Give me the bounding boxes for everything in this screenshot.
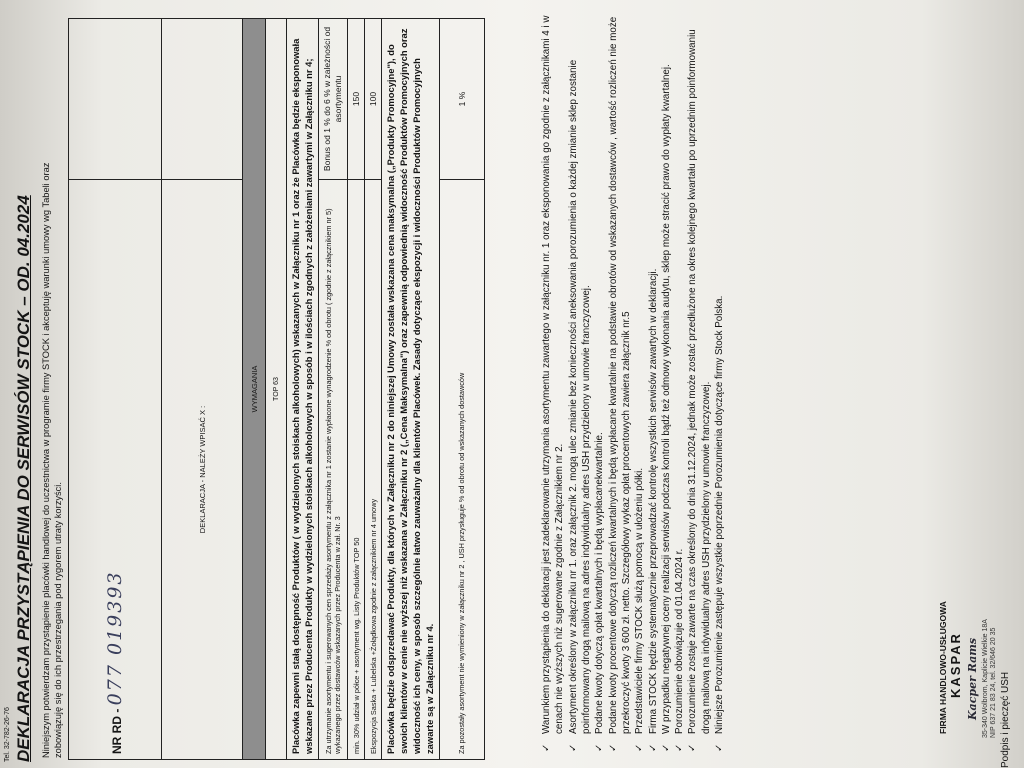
section2-text: Placówka będzie odsprzedawać Produkty, dla których w Załączniku nr 2 do niniejszej Umowy została wskazana cena maksymalna („Produkty Promocyjne"), do swoich klientów w cenie nie wyższej niż wskazana w Załączniku nr 2 („Cena Maksymalna") oraz zapewnią odpowiednią widoczność Produktów Promocyjnych oraz widoczność ich ceny, w sposób szczególnie łatwo zauważalny dla klientów Placówek. Zasady dotyczące ekspozycji i widoczności Produktów Promocyjnych zawarte są w Załączniku nr 4. <box>382 19 440 760</box>
signature-label: Podpis i pieczęć USH <box>1000 671 1011 768</box>
requirements-header-row <box>243 19 266 760</box>
checkmark-icon: ✓ <box>541 743 552 752</box>
checkmark-icon: ✓ <box>674 743 686 752</box>
requirements-header: WYMAGANIA <box>243 19 266 760</box>
checkmark-icon: ✓ <box>687 743 699 752</box>
declaration-row <box>162 19 243 760</box>
list-item: ✓ Podane kwoty dotyczą opłat kwartalnych i będą wypłacanekwartalnie. <box>594 432 606 752</box>
declaration-mark-cell[interactable] <box>162 19 243 180</box>
list-item: ✓ Warunkiem przystąpienia do deklaracji jest zadeklarowanie utrzymania asortymentu zawartego w załączniku nr. 1 oraz eksponowania go zgodnie z załącznikami 4 i w cenach nie wyższych niż sugerowane zgodnie z Załącznikiem nr 2. <box>541 15 566 752</box>
section2-row <box>382 19 440 760</box>
list-item: ✓ Firma STOCK będzie systematycznie przeprowadzać kontrolę wszystkich serwisów zawartych w deklaracji. <box>647 268 659 752</box>
row-c-value: 100 <box>365 19 382 180</box>
nr-cell <box>69 180 162 760</box>
row-b-value: 150 <box>348 19 365 180</box>
row-a-text: Za utrzymanie asortymentu i sugerowanych cen sprzedaży asortymentu z załącznika nr 1 zostanie wypłacone wynagrodzenie % od obrotu ( zgodnie z załącznikiem nr 5) wykazanego przez dostawców wskazanych przez Producenta w zał. Nr. 3 <box>319 180 348 760</box>
row-a-value: Bonus od 1 % do 6 % w zależności od asortymentu <box>319 19 348 180</box>
top63-row <box>266 19 287 760</box>
list-item: ✓ W przypadku negatywnej oceny realizacji serwisów podczas kontroli bądź też odmowy wykonania audytu, sklep może stracić prawo do wypłaty kwartalnej. <box>660 64 672 752</box>
nr-handwritten: 077 019393 <box>104 570 126 706</box>
terms-list <box>540 12 726 752</box>
table-row <box>365 19 382 760</box>
checkmark-icon: ✓ <box>647 743 659 752</box>
table-row <box>440 19 485 760</box>
checkmark-icon: ✓ <box>607 743 619 752</box>
row-d-text: Za pozostały asortyment nie wymieniony w załączniku nr 2 , USH przysługuje % od obrotu od wskazanych dostawców <box>440 180 485 760</box>
checkmark-icon: ✓ <box>594 743 606 752</box>
checkmark-icon: ✓ <box>567 743 579 752</box>
checkmark-icon: ✓ <box>660 743 672 752</box>
top63-label: TOP 63 <box>266 19 287 760</box>
nr-mark-cell[interactable] <box>69 19 162 180</box>
list-item: ✓ Przedstawiciele firmy STOCK służą pomocą w ułożeniu półki. <box>634 467 646 752</box>
intro-paragraph: Niniejszym potwierdzam przystąpienie placówki handlowej do uczestnictwa w programie firmy STOCK i akceptuję warunki umowy wg Tabeli oraz zobowiązuję się do ich przestrzegania pod rygorem utraty korzyści. <box>41 162 64 758</box>
checkmark-icon: ✓ <box>634 743 646 752</box>
checkmark-icon: ✓ <box>714 743 726 752</box>
document-title: DEKLARACJA PRZYSTĄPIENIA DO SERWISÓW STOCK – OD. 04.2024 <box>14 195 33 762</box>
table-row <box>348 19 365 760</box>
nr-row <box>69 19 162 760</box>
list-item: ✓ Niniejsze Porozumienie zastępuje wszystkie poprzednie Porozumienia dotyczące firmy Stock Polska. <box>714 295 726 752</box>
nr-label: NR RD - <box>110 705 124 754</box>
list-item: ✓ Asortyment określony w załączniku nr 1. oraz załącznik 2. mogą ulec zmianie bez konieczności aneksowania porozumienia o każdej zmianie sklep zostanie poinformowany drogą mailową na adres indywidualny adres USH przydzielony w umowie franczyzowej. <box>567 59 592 752</box>
list-item: ✓ Porozumienie obowiązuje od 01.04.2024 r. <box>674 548 686 752</box>
signature-area <box>930 468 1020 768</box>
section1-row <box>287 19 319 760</box>
stamp-nip: NIP 637 21 83 24, tel. 32/646 20 35 <box>990 627 997 738</box>
list-item: ✓ Podane kwoty procentowe dotyczą rozliczeń kwartalnych i będą wypłacane kwartalnie na podstawie obrotów od wskazanych dostawców , wartość rozliczeń nie może przekroczyć kwoty 3 600 zł. netto. Szczegółowy wykaz opłat procentowych zawiera załącznik nr.5 <box>607 16 632 752</box>
stamp-address: 35-340 Wolbrom, Kaplicie Wielkie 18A <box>982 619 989 738</box>
list-item: ✓ Porozumienie zostaje zawarte na czas określony do dnia 31.12.2024, jednak może zostać przedłużone na okres kolejnego kwartału po uprzednim poinformowaniu drogą mailową na indywidualny adres USH przydzielony w umowie franczyzowej. <box>687 29 712 752</box>
declaration-label: DEKLARACJA - NALEŻY WPISAĆ X : <box>162 180 243 760</box>
requirements-table <box>68 18 485 760</box>
section1-text: Placówka zapewni stałą dostępność Produktów ( w wydzielonych stoiskach alkoholowych) wskazanych w Załączniku nr 1 oraz że Placówka będzie eksponowała wskazane przez Producenta Produkty w wydzielonych stoiskach alkoholowych w sposób i w ilościach zgodnych z założeniami zawartymi w Załączniku nr 4; <box>287 19 319 760</box>
header-phone: Tel. 32-782-26-76 <box>4 707 11 762</box>
row-d-value: 1 % <box>440 19 485 180</box>
row-b-text: min. 30% udział w półce + asortyment wg. Listy Produktów TOP 50 <box>348 180 365 760</box>
stamp-company-name: KASPAR <box>948 632 963 698</box>
stamp-company-type: FIRMA HANDLOWO-USŁUGOWA <box>938 601 948 734</box>
stamp-owner-name: Kacper Rams <box>966 637 979 720</box>
row-c-text: Ekspozycja Saska + Lubelska +Żołądkowa zgodnie z załącznikiem nr 4 umowy <box>365 180 382 760</box>
table-row <box>319 19 348 760</box>
